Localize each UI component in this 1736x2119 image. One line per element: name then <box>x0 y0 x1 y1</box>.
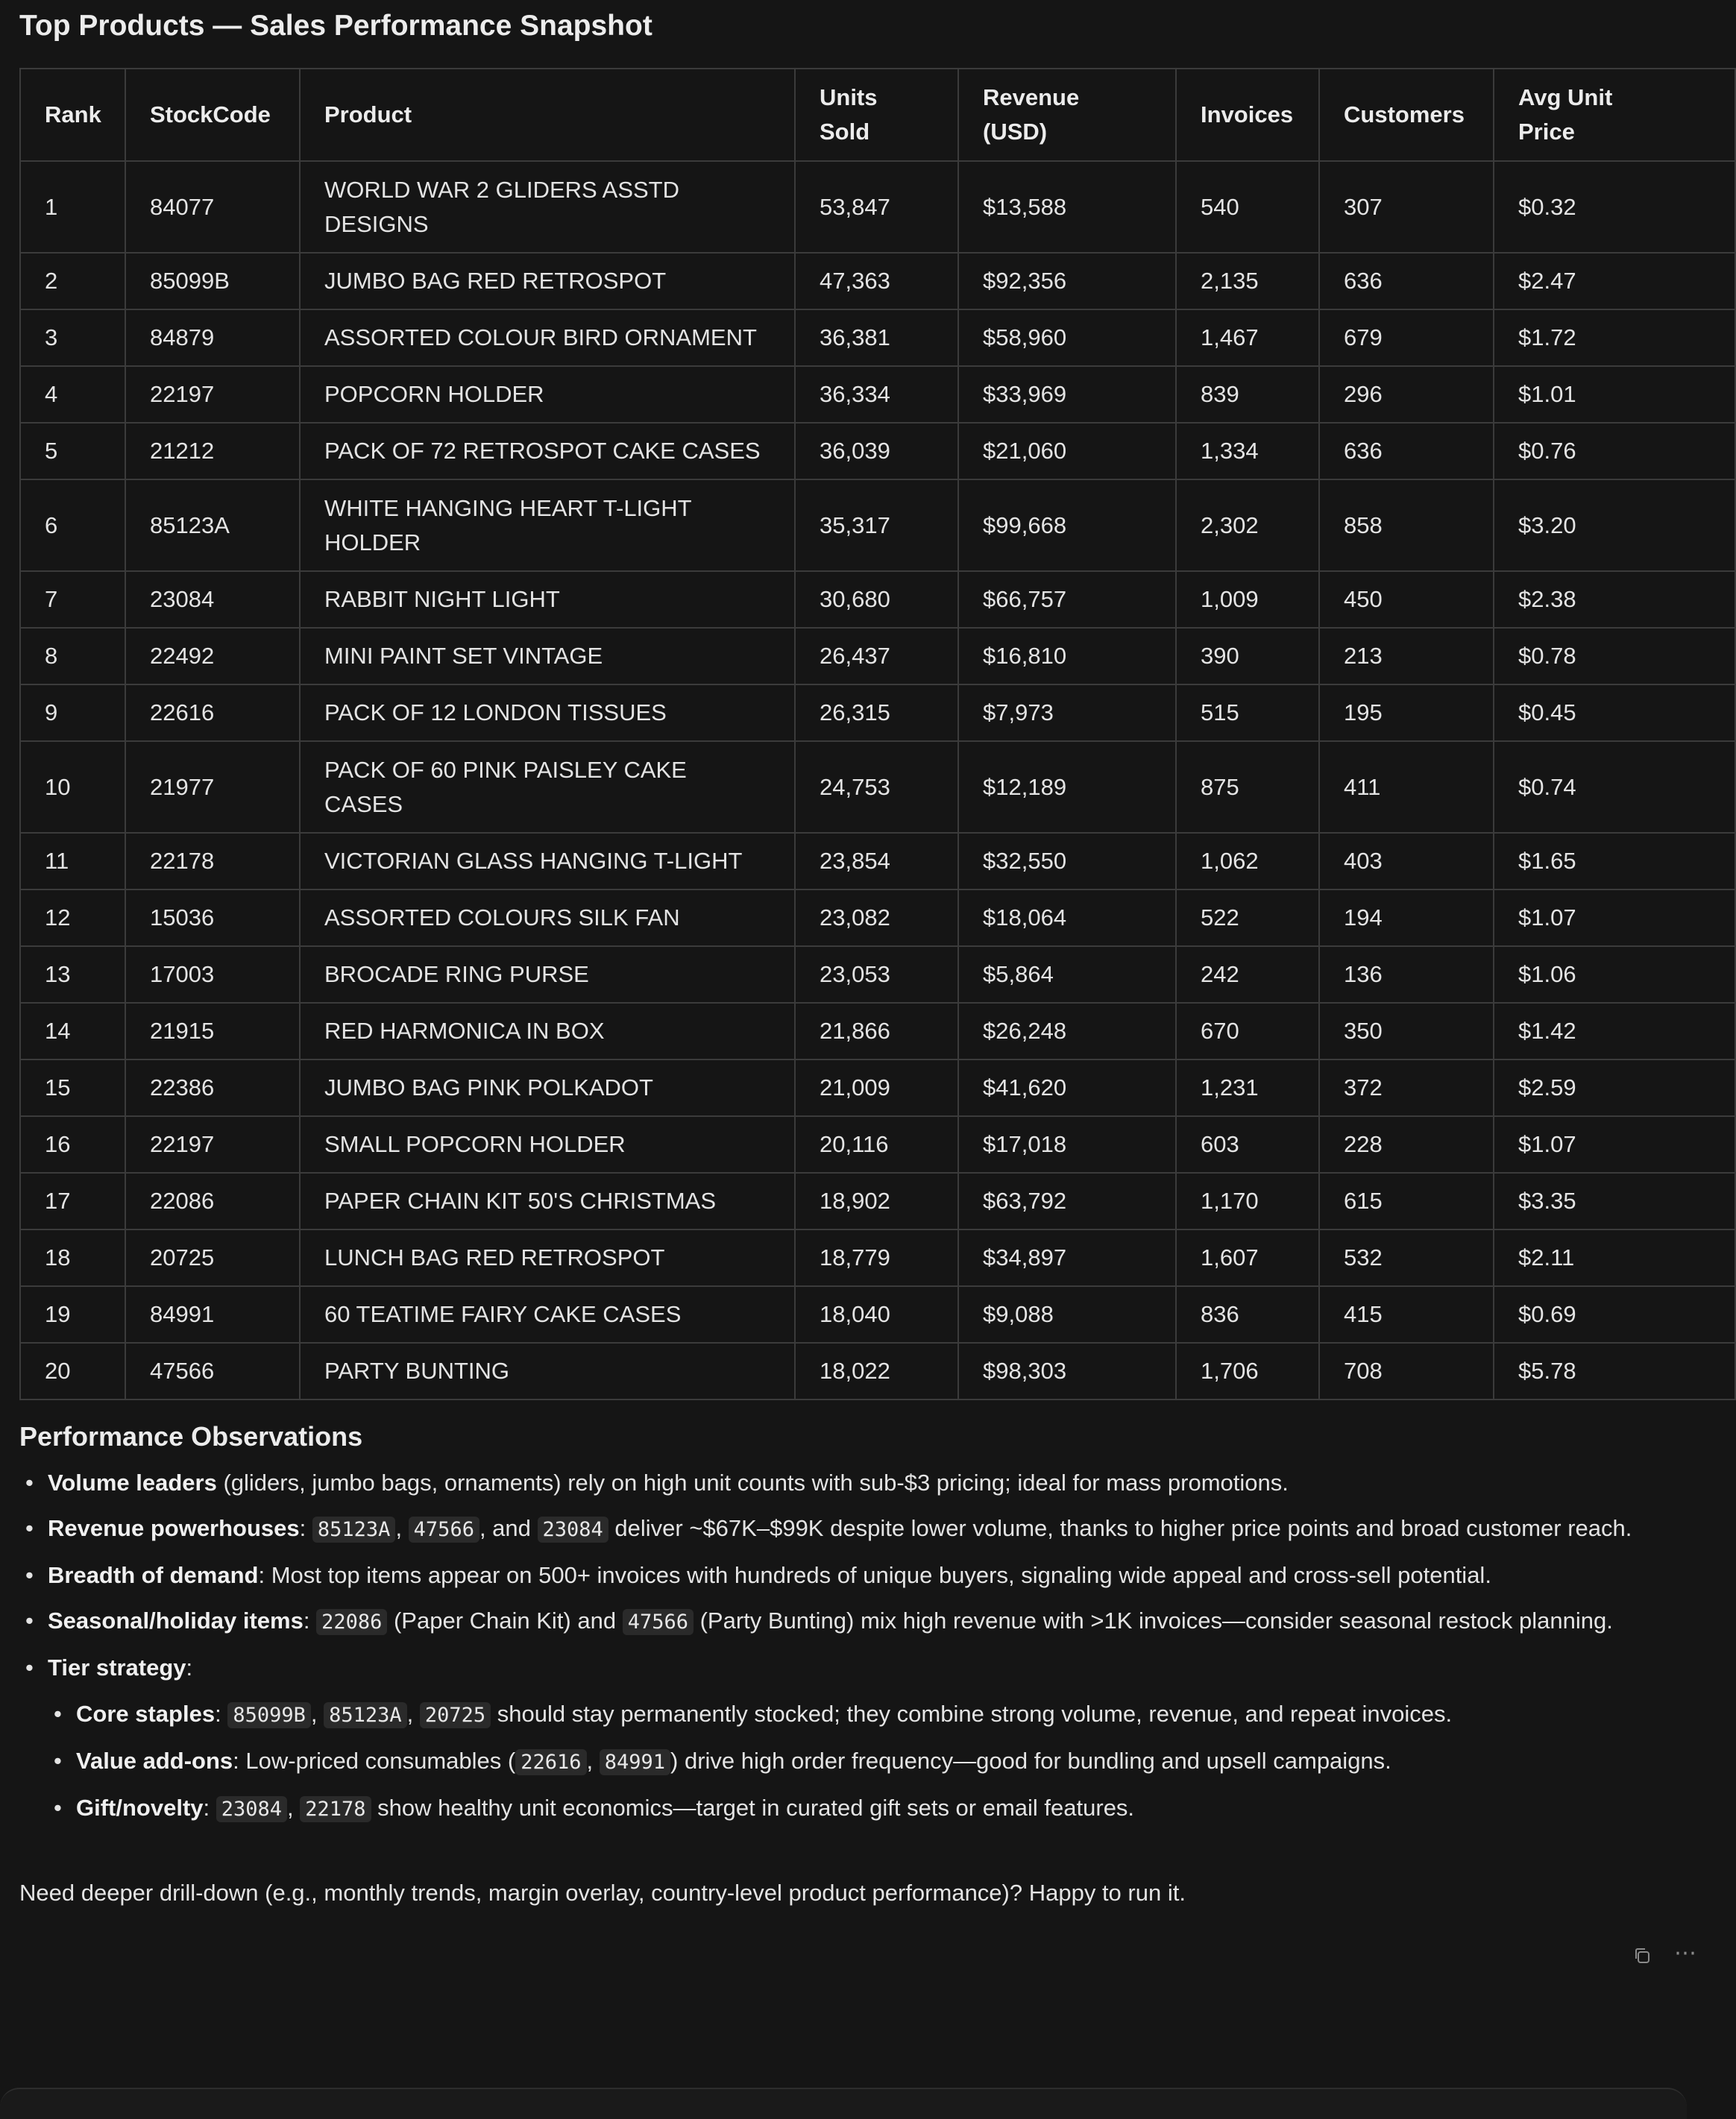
stock-code: 84991 <box>600 1749 670 1775</box>
cell-customers: 136 <box>1319 946 1494 1003</box>
observation-item <box>48 1558 1715 1593</box>
products-table <box>19 68 1736 1400</box>
cell-invoices: 1,467 <box>1176 309 1319 366</box>
observation-label: Core staples <box>76 1701 216 1727</box>
cell-product: WORLD WAR 2 GLIDERS ASSTD DESIGNS <box>300 161 795 253</box>
cell-customers: 636 <box>1319 253 1494 309</box>
cell-units-sold: 36,334 <box>795 366 958 423</box>
cell-units-sold: 26,437 <box>795 628 958 684</box>
cell-customers: 403 <box>1319 833 1494 890</box>
cell-avg-unit-price: $1.65 <box>1494 833 1735 890</box>
cell-stockcode: 84077 <box>125 161 300 253</box>
stock-code: 22178 <box>300 1796 371 1822</box>
cell-revenue: $32,550 <box>958 833 1176 890</box>
cell-revenue: $9,088 <box>958 1286 1176 1343</box>
cell-stockcode: 22178 <box>125 833 300 890</box>
cell-avg-unit-price: $1.07 <box>1494 1116 1735 1173</box>
table-row <box>20 1003 1735 1060</box>
cell-revenue: $16,810 <box>958 628 1176 684</box>
observation-text: : <box>299 1515 312 1541</box>
cell-units-sold: 47,363 <box>795 253 958 309</box>
cell-revenue: $12,189 <box>958 741 1176 833</box>
cell-invoices: 1,706 <box>1176 1343 1319 1399</box>
observation-text: : <box>303 1608 317 1634</box>
cell-rank: 2 <box>20 253 125 309</box>
header-product: Product <box>300 69 795 161</box>
table-row <box>20 684 1735 741</box>
cell-revenue: $13,588 <box>958 161 1176 253</box>
cell-customers: 615 <box>1319 1173 1494 1229</box>
cell-units-sold: 18,779 <box>795 1229 958 1286</box>
cell-rank: 6 <box>20 479 125 571</box>
cell-units-sold: 18,040 <box>795 1286 958 1343</box>
cell-invoices: 1,170 <box>1176 1173 1319 1229</box>
cell-revenue: $34,897 <box>958 1229 1176 1286</box>
observation-text: , and <box>479 1515 538 1541</box>
cell-rank: 14 <box>20 1003 125 1060</box>
cell-rank: 12 <box>20 890 125 946</box>
observation-sublist <box>48 1697 1715 1827</box>
cell-product: SMALL POPCORN HOLDER <box>300 1116 795 1173</box>
cell-invoices: 2,302 <box>1176 479 1319 571</box>
cell-stockcode: 23084 <box>125 571 300 628</box>
cell-avg-unit-price: $1.07 <box>1494 890 1735 946</box>
observation-text: : <box>215 1701 228 1727</box>
cell-stockcode: 21977 <box>125 741 300 833</box>
cell-rank: 9 <box>20 684 125 741</box>
cell-units-sold: 36,039 <box>795 423 958 479</box>
cell-units-sold: 21,009 <box>795 1060 958 1116</box>
cell-product: RABBIT NIGHT LIGHT <box>300 571 795 628</box>
cell-invoices: 875 <box>1176 741 1319 833</box>
cell-revenue: $58,960 <box>958 309 1176 366</box>
cell-invoices: 2,135 <box>1176 253 1319 309</box>
table-row <box>20 1286 1735 1343</box>
cell-invoices: 1,607 <box>1176 1229 1319 1286</box>
cell-stockcode: 22386 <box>125 1060 300 1116</box>
closing-text: Need deeper drill-down (e.g., monthly trends, margin overlay, country-level product performance)? Happy to run it. <box>19 1880 1186 1906</box>
cell-stockcode: 22492 <box>125 628 300 684</box>
header-units-sold: Units Sold <box>795 69 958 161</box>
table-row <box>20 833 1735 890</box>
cell-product: PACK OF 72 RETROSPOT CAKE CASES <box>300 423 795 479</box>
table-row <box>20 1229 1735 1286</box>
observation-item <box>48 1604 1715 1640</box>
cell-stockcode: 84879 <box>125 309 300 366</box>
observation-text: : <box>186 1654 193 1681</box>
observation-text: (Party Bunting) mix high revenue with >1K invoices—consider seasonal restock planning. <box>693 1608 1613 1634</box>
cell-customers: 307 <box>1319 161 1494 253</box>
cell-customers: 350 <box>1319 1003 1494 1060</box>
cell-customers: 296 <box>1319 366 1494 423</box>
header-customers: Customers <box>1319 69 1494 161</box>
cell-avg-unit-price: $2.11 <box>1494 1229 1735 1286</box>
header-invoices: Invoices <box>1176 69 1319 161</box>
cell-rank: 11 <box>20 833 125 890</box>
more-icon[interactable]: ⋯ <box>1674 1941 1696 1965</box>
cell-invoices: 1,334 <box>1176 423 1319 479</box>
cell-rank: 18 <box>20 1229 125 1286</box>
cell-rank: 19 <box>20 1286 125 1343</box>
cell-avg-unit-price: $5.78 <box>1494 1343 1735 1399</box>
cell-revenue: $17,018 <box>958 1116 1176 1173</box>
cell-avg-unit-price: $3.20 <box>1494 479 1735 571</box>
stock-code: 47566 <box>409 1517 479 1543</box>
cell-revenue: $99,668 <box>958 479 1176 571</box>
cell-revenue: $92,356 <box>958 253 1176 309</box>
cell-invoices: 390 <box>1176 628 1319 684</box>
cell-rank: 4 <box>20 366 125 423</box>
cell-units-sold: 21,866 <box>795 1003 958 1060</box>
cell-rank: 13 <box>20 946 125 1003</box>
cell-product: VICTORIAN GLASS HANGING T-LIGHT <box>300 833 795 890</box>
cell-product: PAPER CHAIN KIT 50'S CHRISTMAS <box>300 1173 795 1229</box>
cell-units-sold: 23,854 <box>795 833 958 890</box>
cell-product: MINI PAINT SET VINTAGE <box>300 628 795 684</box>
observation-item <box>76 1744 1715 1780</box>
cell-revenue: $98,303 <box>958 1343 1176 1399</box>
cell-stockcode: 22616 <box>125 684 300 741</box>
cell-units-sold: 30,680 <box>795 571 958 628</box>
cell-rank: 17 <box>20 1173 125 1229</box>
cell-product: 60 TEATIME FAIRY CAKE CASES <box>300 1286 795 1343</box>
cell-stockcode: 20725 <box>125 1229 300 1286</box>
stock-code: 85123A <box>324 1702 407 1728</box>
observation-text: show healthy unit economics—target in curated gift sets or email features. <box>371 1795 1135 1821</box>
table-row <box>20 366 1735 423</box>
observation-text: ) drive high order frequency—good for bundling and upsell campaigns. <box>670 1748 1391 1774</box>
observations-title: Performance Observations <box>19 1421 363 1452</box>
observation-item <box>76 1697 1715 1733</box>
cell-rank: 8 <box>20 628 125 684</box>
stock-code: 85123A <box>312 1517 396 1543</box>
observation-item <box>48 1511 1715 1547</box>
cell-rank: 20 <box>20 1343 125 1399</box>
stock-code: 20725 <box>420 1702 491 1728</box>
stock-code: 85099B <box>227 1702 311 1728</box>
cell-customers: 415 <box>1319 1286 1494 1343</box>
cell-customers: 636 <box>1319 423 1494 479</box>
table-row <box>20 571 1735 628</box>
observation-label: Gift/novelty <box>76 1795 204 1821</box>
table-body <box>20 161 1735 1399</box>
cell-product: WHITE HANGING HEART T-LIGHT HOLDER <box>300 479 795 571</box>
cell-avg-unit-price: $0.32 <box>1494 161 1735 253</box>
cell-customers: 450 <box>1319 571 1494 628</box>
cell-avg-unit-price: $1.06 <box>1494 946 1735 1003</box>
observation-item <box>48 1651 1715 1827</box>
cell-revenue: $66,757 <box>958 571 1176 628</box>
table-row <box>20 741 1735 833</box>
cell-revenue: $33,969 <box>958 366 1176 423</box>
observation-text: , <box>406 1701 420 1727</box>
cell-product: LUNCH BAG RED RETROSPOT <box>300 1229 795 1286</box>
cell-customers: 213 <box>1319 628 1494 684</box>
cell-rank: 16 <box>20 1116 125 1173</box>
header-stockcode: StockCode <box>125 69 300 161</box>
composer-box[interactable] <box>0 2088 1687 2119</box>
cell-stockcode: 21915 <box>125 1003 300 1060</box>
cell-avg-unit-price: $0.74 <box>1494 741 1735 833</box>
cell-customers: 858 <box>1319 479 1494 571</box>
cell-revenue: $7,973 <box>958 684 1176 741</box>
cell-units-sold: 36,381 <box>795 309 958 366</box>
cell-avg-unit-price: $1.72 <box>1494 309 1735 366</box>
page-title: Top Products — Sales Performance Snapshot <box>19 10 652 42</box>
cell-product: ASSORTED COLOURS SILK FAN <box>300 890 795 946</box>
cell-customers: 679 <box>1319 309 1494 366</box>
cell-stockcode: 17003 <box>125 946 300 1003</box>
cell-product: PACK OF 12 LONDON TISSUES <box>300 684 795 741</box>
cell-avg-unit-price: $0.76 <box>1494 423 1735 479</box>
cell-rank: 15 <box>20 1060 125 1116</box>
cell-invoices: 522 <box>1176 890 1319 946</box>
observation-label: Value add-ons <box>76 1748 233 1774</box>
cell-units-sold: 18,022 <box>795 1343 958 1399</box>
cell-revenue: $5,864 <box>958 946 1176 1003</box>
cell-product: PARTY BUNTING <box>300 1343 795 1399</box>
cell-revenue: $26,248 <box>958 1003 1176 1060</box>
cell-avg-unit-price: $2.59 <box>1494 1060 1735 1116</box>
observation-label: Tier strategy <box>48 1654 186 1681</box>
cell-product: BROCADE RING PURSE <box>300 946 795 1003</box>
cell-units-sold: 24,753 <box>795 741 958 833</box>
stock-code: 22616 <box>515 1749 586 1775</box>
stock-code: 47566 <box>623 1609 694 1635</box>
cell-customers: 372 <box>1319 1060 1494 1116</box>
observation-text: , <box>586 1748 600 1774</box>
header-revenue: Revenue (USD) <box>958 69 1176 161</box>
cell-invoices: 670 <box>1176 1003 1319 1060</box>
cell-customers: 411 <box>1319 741 1494 833</box>
observation-label: Breadth of demand <box>48 1562 259 1588</box>
cell-invoices: 839 <box>1176 366 1319 423</box>
table-header-row <box>20 69 1735 161</box>
cell-rank: 1 <box>20 161 125 253</box>
cell-units-sold: 18,902 <box>795 1173 958 1229</box>
header-rank: Rank <box>20 69 125 161</box>
cell-invoices: 1,062 <box>1176 833 1319 890</box>
cell-stockcode: 22086 <box>125 1173 300 1229</box>
cell-avg-unit-price: $3.35 <box>1494 1173 1735 1229</box>
cell-stockcode: 22197 <box>125 366 300 423</box>
cell-avg-unit-price: $1.01 <box>1494 366 1735 423</box>
cell-customers: 708 <box>1319 1343 1494 1399</box>
cell-stockcode: 15036 <box>125 890 300 946</box>
cell-avg-unit-price: $0.45 <box>1494 684 1735 741</box>
stock-code: 23084 <box>538 1517 608 1543</box>
cell-rank: 7 <box>20 571 125 628</box>
cell-invoices: 1,009 <box>1176 571 1319 628</box>
cell-customers: 194 <box>1319 890 1494 946</box>
cell-units-sold: 20,116 <box>795 1116 958 1173</box>
observation-label: Seasonal/holiday items <box>48 1608 304 1634</box>
cell-invoices: 515 <box>1176 684 1319 741</box>
table-row <box>20 253 1735 309</box>
cell-invoices: 603 <box>1176 1116 1319 1173</box>
table-row <box>20 309 1735 366</box>
table-row <box>20 1060 1735 1116</box>
cell-product: JUMBO BAG RED RETROSPOT <box>300 253 795 309</box>
observation-text: , <box>310 1701 324 1727</box>
cell-units-sold: 35,317 <box>795 479 958 571</box>
cell-avg-unit-price: $2.47 <box>1494 253 1735 309</box>
cell-revenue: $18,064 <box>958 890 1176 946</box>
observation-text: , <box>395 1515 409 1541</box>
table-row <box>20 1343 1735 1399</box>
cell-invoices: 540 <box>1176 161 1319 253</box>
cell-revenue: $63,792 <box>958 1173 1176 1229</box>
table-row <box>20 423 1735 479</box>
cell-units-sold: 23,053 <box>795 946 958 1003</box>
header-avg-unit-price: Avg Unit Price <box>1494 69 1735 161</box>
table-row <box>20 1173 1735 1229</box>
cell-rank: 5 <box>20 423 125 479</box>
cell-customers: 532 <box>1319 1229 1494 1286</box>
cell-rank: 3 <box>20 309 125 366</box>
table-row <box>20 890 1735 946</box>
observation-text: : Low-priced consumables ( <box>233 1748 516 1774</box>
cell-stockcode: 21212 <box>125 423 300 479</box>
cell-product: RED HARMONICA IN BOX <box>300 1003 795 1060</box>
observation-item <box>48 1466 1715 1500</box>
observation-label: Volume leaders <box>48 1470 217 1496</box>
products-table-wrapper[interactable] <box>19 68 1687 1400</box>
table-row <box>20 479 1735 571</box>
cell-product: ASSORTED COLOUR BIRD ORNAMENT <box>300 309 795 366</box>
cell-units-sold: 23,082 <box>795 890 958 946</box>
cell-stockcode: 47566 <box>125 1343 300 1399</box>
table-row <box>20 946 1735 1003</box>
cell-revenue: $41,620 <box>958 1060 1176 1116</box>
cell-avg-unit-price: $1.42 <box>1494 1003 1735 1060</box>
cell-units-sold: 53,847 <box>795 161 958 253</box>
observations-list <box>19 1466 1715 1838</box>
cell-revenue: $21,060 <box>958 423 1176 479</box>
cell-stockcode: 85099B <box>125 253 300 309</box>
cell-avg-unit-price: $0.69 <box>1494 1286 1735 1343</box>
cell-product: PACK OF 60 PINK PAISLEY CAKE CASES <box>300 741 795 833</box>
observation-text: deliver ~$67K–$99K despite lower volume, thanks to higher price points and broad customer reach. <box>608 1515 1632 1541</box>
cell-stockcode: 22197 <box>125 1116 300 1173</box>
cell-customers: 195 <box>1319 684 1494 741</box>
cell-invoices: 836 <box>1176 1286 1319 1343</box>
cell-product: POPCORN HOLDER <box>300 366 795 423</box>
cell-avg-unit-price: $2.38 <box>1494 571 1735 628</box>
cell-invoices: 242 <box>1176 946 1319 1003</box>
table-row <box>20 628 1735 684</box>
table-row <box>20 161 1735 253</box>
cell-rank: 10 <box>20 741 125 833</box>
cell-units-sold: 26,315 <box>795 684 958 741</box>
observation-text: , <box>287 1795 301 1821</box>
observation-text: : Most top items appear on 500+ invoices with hundreds of unique buyers, signaling wide appeal and cross-sell potential. <box>258 1562 1491 1588</box>
cell-stockcode: 85123A <box>125 479 300 571</box>
cell-product: JUMBO BAG PINK POLKADOT <box>300 1060 795 1116</box>
table-row <box>20 1116 1735 1173</box>
cell-invoices: 1,231 <box>1176 1060 1319 1116</box>
stock-code: 23084 <box>216 1796 287 1822</box>
cell-stockcode: 84991 <box>125 1286 300 1343</box>
cell-customers: 228 <box>1319 1116 1494 1173</box>
copy-icon[interactable] <box>1632 1945 1652 1966</box>
observation-text: (Paper Chain Kit) and <box>387 1608 623 1634</box>
observation-text: (gliders, jumbo bags, ornaments) rely on high unit counts with sub-$3 pricing; ideal for mass promotions. <box>216 1470 1289 1496</box>
observation-text: should stay permanently stocked; they combine strong volume, revenue, and repeat invoices. <box>491 1701 1453 1727</box>
observation-text: : <box>203 1795 216 1821</box>
stock-code: 22086 <box>316 1609 387 1635</box>
observation-label: Revenue powerhouses <box>48 1515 300 1541</box>
observation-item <box>76 1791 1715 1827</box>
cell-avg-unit-price: $0.78 <box>1494 628 1735 684</box>
